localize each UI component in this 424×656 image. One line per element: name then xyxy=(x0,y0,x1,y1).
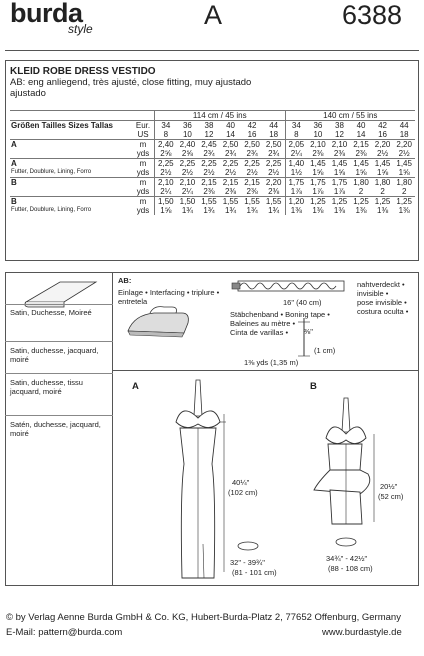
view-b-length-cm: (52 cm) xyxy=(378,492,404,501)
garment-names: KLEID ROBE DRESS VESTIDO xyxy=(10,66,156,77)
view-b-length: 20½" xyxy=(380,482,398,491)
tape-measure-a-icon xyxy=(236,540,260,552)
table-cell: 2,45 xyxy=(198,140,220,150)
fit-description-cont: ajustado xyxy=(10,88,46,99)
boning-2: Baleines au mètre • xyxy=(230,319,296,328)
view-a-length-cm: (102 cm) xyxy=(228,488,258,497)
table-cell: 2,25 xyxy=(241,159,263,169)
unit-label: m xyxy=(132,159,155,169)
table-cell: 2⅜ xyxy=(263,187,285,197)
unit-label: yds xyxy=(132,168,155,178)
table-row xyxy=(10,206,415,215)
table-cell: 1⅝ xyxy=(160,206,172,215)
table-row xyxy=(10,149,415,159)
table-cell: 2,25 xyxy=(198,159,220,169)
table-cell: 1,80 xyxy=(350,178,372,188)
row-label: A xyxy=(10,159,132,169)
fabric-spanish: Satén, duchesse, jacquard, moiré xyxy=(10,420,101,438)
brand-sub: style xyxy=(68,22,93,36)
row-sublabel: Futter, Doublure, Lining, Forro xyxy=(11,169,92,175)
table-cell: 2,25 xyxy=(263,159,285,169)
table-cell: 2 xyxy=(401,187,407,196)
view-a-waist: 32" - 39¾" xyxy=(230,558,265,567)
row-sublabel: Futter, Doublure, Lining, Forro xyxy=(11,207,92,213)
view-b-waist: 34¾" - 42½" xyxy=(326,554,368,563)
table-cell: 2⅜ xyxy=(312,149,324,158)
table-cell: 2⅜ xyxy=(355,149,367,158)
table-cell: 2,10 xyxy=(155,178,177,188)
table-cell: 1,55 xyxy=(263,197,285,207)
table-cell: 2½ xyxy=(398,149,410,158)
table-cell: 1¾ xyxy=(181,206,193,215)
interfacing-1: Einlage • Interfacing • triplure • xyxy=(118,288,220,297)
view-a-label: A xyxy=(132,381,139,392)
table-cell: 1⅝ xyxy=(333,168,346,177)
table-cell: 1,75 xyxy=(285,178,307,188)
header-divider xyxy=(5,50,419,51)
table-cell: 2¼ xyxy=(290,149,302,158)
unit-label: m xyxy=(132,140,155,150)
table-cell: 1,50 xyxy=(177,197,199,207)
unit-label: yds xyxy=(132,206,155,215)
table-cell: 1,20 xyxy=(285,197,307,207)
table-cell: 2,20 xyxy=(263,178,285,188)
fabric-french: Satin, duchesse, tissu jacquard, moiré xyxy=(10,378,83,396)
table-cell: 1¾ xyxy=(203,206,215,215)
table-cell: 2¾ xyxy=(224,149,237,158)
fabric-german: Satin, Duchesse, Moireé xyxy=(10,308,92,317)
view-a-waist-cm: (81 - 101 cm) xyxy=(232,568,277,577)
interfacing-2: entretela xyxy=(118,297,148,306)
yardage-table: 114 cm / 45 ins 140 cm / 55 ins Größen Tailles Sizes Tallas Eur. 34 36 38 40 42 44 34 36 38 40 42 44 US 8 10 12 14 16 18 8 10 12 14 16 18 A m 2,40 2,40 2,45 2,50 2,50 2,50 2,05 2,10 2,10 2,15 2,20 2,20 yds 2⅝ 2⅝ 2¾ 2¾ 2¾ 2¾ 2¼ 2⅜ 2⅜ 2⅜ 2½ 2½ A m 2,25 2,25 2,25 2,25 2,25 2,25 1,40 1,45 1,45 1,45 1,45 1,45 Futter, Doublure, Lining, Forro yds 2½ 2½ 2½ 2½ 2½ 2½ 1½ 1⅝ 1⅝ 1⅝ 1⅝ 1⅝ B m 2,10 2,10 2,15 2,15 2,15 2,20 1,75 1,75 1,75 1,80 1,80 1,80 yds 2¼ 2¼ 2⅜ 2⅜ 2⅜ 2⅜ 1⅞ 1⅞ 1⅞ 2 2 2 B m 1,50 1,50 1,55 1,55 1,55 1,55 1,20 1,25 1,25 1,25 1,25 1,25 Futter, Doublure, Lining, Forro yds 1⅝ 1¾ 1¾ 1¾ 1¾ 1¾ 1⅜ 1⅜ 1⅜ 1⅜ 1⅜ 1⅜ xyxy=(10,110,415,215)
fit-description: AB: eng anliegend, très ajusté, close fitting, muy ajustado xyxy=(10,77,252,88)
table-cell: 1⅞ xyxy=(333,187,346,196)
row-sublabel xyxy=(10,149,132,159)
contact-email: E-Mail: pattern@burda.com xyxy=(6,627,123,638)
table-cell: 2⅝ xyxy=(181,149,193,158)
table-cell: 2⅝ xyxy=(160,149,172,158)
table-cell: 1,50 xyxy=(155,197,177,207)
copyright: © by Verlag Aenne Burda GmbH & Co. KG, Hubert-Burda-Platz 2, 77652 Offenburg, Germany xyxy=(6,612,401,623)
view-b-waist-cm: (88 - 108 cm) xyxy=(328,564,373,573)
fabric-width-140: 140 cm / 55 ins xyxy=(285,111,415,121)
table-cell: 2 xyxy=(380,187,385,196)
table-row xyxy=(10,178,415,188)
unit-label: m xyxy=(132,197,155,207)
table-cell: 1,75 xyxy=(329,178,351,188)
table-cell: 2½ xyxy=(203,168,215,177)
table-cell: 2⅜ xyxy=(203,187,215,196)
table-cell: 1⅜ xyxy=(355,206,367,215)
table-cell: 2,40 xyxy=(177,140,199,150)
table-cell: 1,45 xyxy=(393,159,415,169)
table-cell: 2,10 xyxy=(329,140,351,150)
table-cell: 2½ xyxy=(377,149,389,158)
table-cell: 2⅜ xyxy=(224,187,237,196)
table-cell: 2,50 xyxy=(241,140,263,150)
row-label: B xyxy=(10,197,132,207)
table-cell: 1,55 xyxy=(198,197,220,207)
table-cell: 2 xyxy=(358,187,364,196)
view-a-length: 40¼" xyxy=(232,478,250,487)
table-cell: 1⅞ xyxy=(290,187,302,196)
table-cell: 1⅜ xyxy=(290,206,302,215)
boning-width-1: ⅜" xyxy=(304,327,313,336)
boning-length: 1⅜ yds (1,35 m) xyxy=(244,358,299,367)
table-row xyxy=(10,140,415,150)
table-cell: 1⅝ xyxy=(377,168,389,177)
unit-label: yds xyxy=(132,149,155,159)
zipper-icon xyxy=(230,276,350,296)
pattern-number: 6388 xyxy=(342,0,403,30)
boning-width-2: (1 cm) xyxy=(314,346,336,355)
table-row xyxy=(10,197,415,207)
table-cell: 2,10 xyxy=(307,140,329,150)
unit-label: yds xyxy=(132,187,155,197)
row-label: B xyxy=(10,178,132,188)
table-cell: 1⅞ xyxy=(312,187,324,196)
table-cell: 1,75 xyxy=(307,178,329,188)
table-cell: 1⅝ xyxy=(355,168,367,177)
table-cell: 1,45 xyxy=(350,159,372,169)
view-letter: A xyxy=(204,0,223,30)
row-sublabel xyxy=(10,187,132,197)
table-cell: 1,45 xyxy=(372,159,394,169)
table-cell: 2¾ xyxy=(203,149,215,158)
table-cell: 1¾ xyxy=(224,206,237,215)
view-b-label: B xyxy=(310,381,317,392)
table-cell: 1⅜ xyxy=(377,206,389,215)
table-cell: 1,25 xyxy=(393,197,415,207)
table-cell: 2,25 xyxy=(155,159,177,169)
brand-logo: burda xyxy=(10,0,83,28)
zipper-note-1: nahtverdeckt • xyxy=(357,280,405,289)
table-cell: 1½ xyxy=(290,168,302,177)
table-cell: 2¾ xyxy=(263,149,285,159)
table-cell: 1,25 xyxy=(329,197,351,207)
table-cell: 2½ xyxy=(246,168,258,177)
zipper-length: 16" (40 cm) xyxy=(283,298,322,307)
zipper-note-4: costura oculta • xyxy=(357,307,409,316)
boning-tape-icon xyxy=(290,316,320,364)
table-cell: 2,05 xyxy=(285,140,307,150)
table-cell: 1,25 xyxy=(372,197,394,207)
website: www.burdastyle.de xyxy=(322,627,402,638)
table-cell: 1,45 xyxy=(307,159,329,169)
notions-ab: AB: xyxy=(118,276,132,285)
table-cell: 2,10 xyxy=(177,178,199,188)
us-label: US xyxy=(132,130,155,140)
table-cell: 2,15 xyxy=(220,178,242,188)
table-cell: 2,20 xyxy=(393,140,415,150)
table-cell: 2,15 xyxy=(350,140,372,150)
dress-a-illustration xyxy=(158,374,238,584)
table-row xyxy=(10,187,415,197)
boning-1: Stäbchenband • Boning tape • xyxy=(230,310,330,319)
views-divider xyxy=(113,370,419,371)
zipper-note-2: invisible • xyxy=(357,289,389,298)
zipper-note-3: pose invisible • xyxy=(357,298,407,307)
table-cell: 2½ xyxy=(160,168,172,177)
fabric-english: Satin, duchesse, jacquard, moiré xyxy=(10,346,99,364)
table-cell: 2,25 xyxy=(177,159,199,169)
table-cell: 1⅜ xyxy=(398,206,410,215)
table-cell: 2,15 xyxy=(241,178,263,188)
iron-icon xyxy=(124,305,196,341)
tape-measure-b-icon xyxy=(334,536,358,548)
table-cell: 1,25 xyxy=(350,197,372,207)
size-col-label: Größen Tailles Sizes Tallas xyxy=(10,121,132,131)
table-cell: 2,25 xyxy=(220,159,242,169)
table-cell: 1⅜ xyxy=(312,206,324,215)
table-cell: 1,80 xyxy=(372,178,394,188)
table-cell: 2¼ xyxy=(181,187,193,196)
eur-label: Eur. xyxy=(132,121,155,131)
table-cell: 2⅜ xyxy=(333,149,346,158)
table-cell: 2,20 xyxy=(372,140,394,150)
unit-label: m xyxy=(132,178,155,188)
table-cell: 1,40 xyxy=(285,159,307,169)
table-cell: 2,50 xyxy=(263,140,285,150)
table-cell: 2,50 xyxy=(220,140,242,150)
table-cell: 2⅜ xyxy=(246,187,258,196)
table-cell: 2¼ xyxy=(160,187,172,196)
table-cell: 1,25 xyxy=(307,197,329,207)
table-cell: 2,15 xyxy=(198,178,220,188)
table-cell: 2½ xyxy=(263,168,285,178)
boning-3: Cinta de varillas • xyxy=(230,328,289,337)
table-row xyxy=(10,168,415,178)
fabric-width-114: 114 cm / 45 ins xyxy=(155,111,286,121)
table-cell: 1,45 xyxy=(329,159,351,169)
row-label: A xyxy=(10,140,132,150)
table-cell: 1,55 xyxy=(241,197,263,207)
dress-b-illustration xyxy=(300,394,390,534)
table-cell: 1⅜ xyxy=(333,206,346,215)
table-cell: 2½ xyxy=(181,168,193,177)
table-cell: 1,80 xyxy=(393,178,415,188)
table-cell: 2½ xyxy=(224,168,237,177)
table-cell: 1⅝ xyxy=(398,168,410,177)
table-cell: 1,55 xyxy=(220,197,242,207)
table-cell: 1¾ xyxy=(263,206,285,215)
table-cell: 1⅝ xyxy=(312,168,324,177)
table-row xyxy=(10,159,415,169)
table-cell: 2¾ xyxy=(246,149,258,158)
table-cell: 2,40 xyxy=(155,140,177,150)
table-cell: 1¾ xyxy=(246,206,258,215)
